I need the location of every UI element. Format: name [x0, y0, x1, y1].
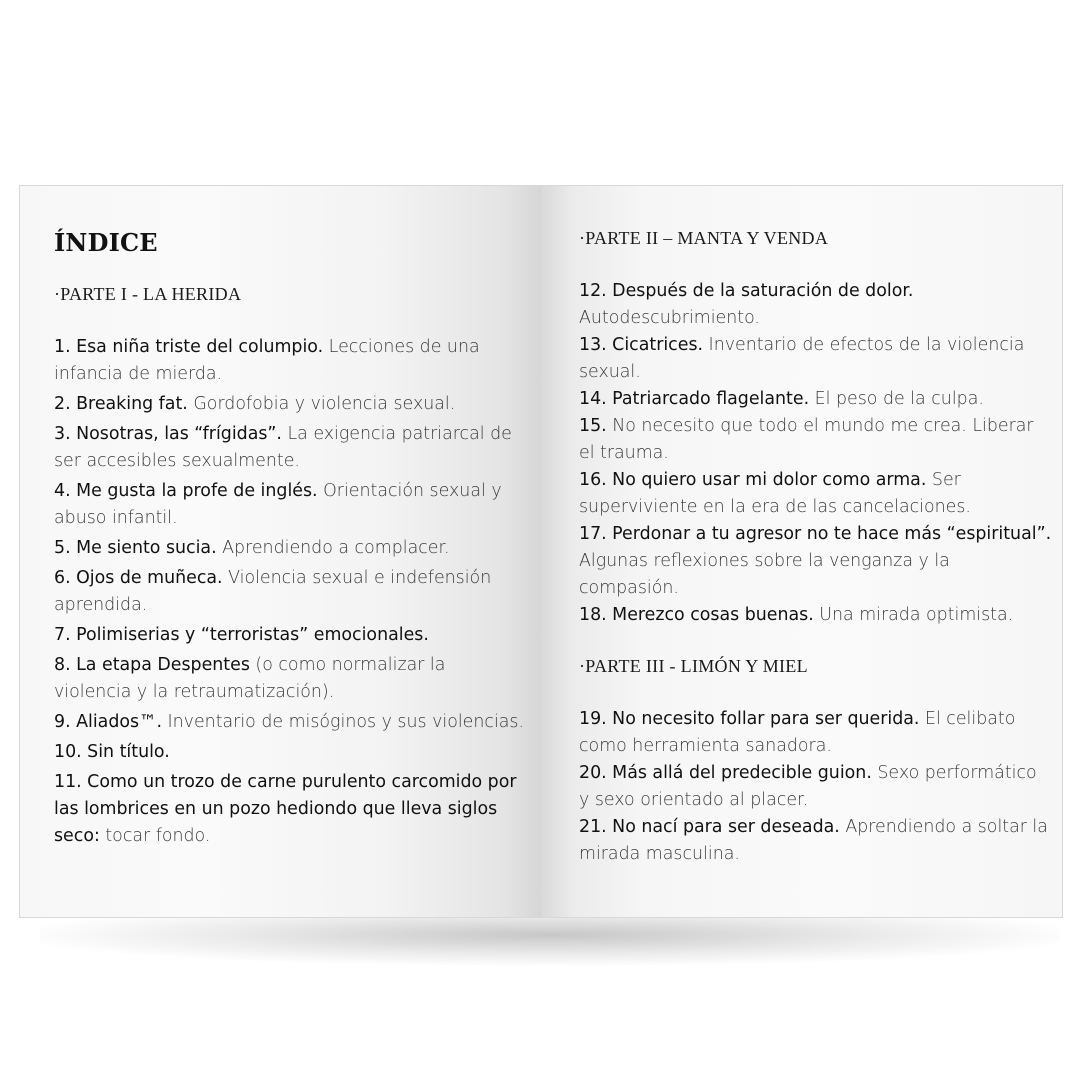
toc-entry: [579, 706, 1052, 760]
toc-entry-subtitle: tocar fondo.: [99, 826, 211, 846]
toc-entry-title: 11. Como un trozo de carne purulento carcomido por las lombrices en un pozo hediondo que lleva siglos seco:: [54, 772, 517, 846]
page-title: ÍNDICE: [54, 228, 158, 257]
toc-entry: [579, 413, 1052, 467]
toc-entry-subtitle: Gordofobia y violencia sexual.: [187, 394, 456, 414]
toc-entry-title: 14. Patriarcado flagelante.: [579, 389, 810, 409]
toc-entry-subtitle: Sexo performático y sexo orientado al placer.: [579, 763, 1037, 810]
toc-entry-subtitle: Ser superviviente en la era de las cancelaciones.: [579, 470, 971, 517]
toc-entry-title: 16. No quiero usar mi dolor como arma.: [579, 470, 927, 490]
toc-entry-subtitle: El peso de la culpa.: [809, 389, 984, 409]
toc-entry-subtitle: La exigencia patriarcal de ser accesibles sexualmente.: [54, 424, 512, 471]
toc-entry: [54, 769, 527, 850]
toc-entry: [579, 760, 1052, 814]
toc-entry-title: 15.: [579, 416, 607, 436]
toc-entry: [54, 652, 527, 706]
toc-entry-subtitle: Algunas reflexiones sobre la venganza y la compasión.: [579, 551, 950, 598]
toc-entry-title: 17. Perdonar a tu agresor no te hace más “espiritual”.: [579, 524, 1052, 544]
toc-entry: [54, 535, 527, 562]
toc-entry-title: 6. Ojos de muñeca.: [54, 568, 223, 588]
toc-entry-title: 4. Me gusta la profe de inglés.: [54, 481, 318, 501]
left-page: [20, 186, 541, 917]
toc-entry-title: 13. Cicatrices.: [579, 335, 704, 355]
toc-entry-title: 2. Breaking fat.: [54, 394, 188, 414]
toc-entry-title: 8. La etapa Despentes: [54, 655, 250, 675]
toc-entry-title: 18. Merezco cosas buenas.: [579, 605, 814, 625]
toc-entry-subtitle: Autodescubrimiento.: [579, 308, 760, 328]
toc-entry: [579, 521, 1052, 602]
toc-entry: [54, 739, 527, 766]
toc-entry-subtitle: (o como normalizar la violencia y la retraumatización).: [54, 655, 446, 702]
toc-entry-title: 3. Nosotras, las “frígidas”.: [54, 424, 282, 444]
toc-entry: [579, 467, 1052, 521]
part-3-entries: [579, 706, 1052, 868]
toc-entry: [579, 332, 1052, 386]
part-1-entries: [54, 334, 527, 850]
toc-entry: [54, 334, 527, 388]
toc-entry-subtitle: No necesito que todo el mundo me crea. Liberar el trauma.: [579, 416, 1034, 463]
toc-entry-subtitle: Lecciones de una infancia de mierda.: [54, 337, 480, 384]
toc-entry-title: 5. Me siento sucia.: [54, 538, 217, 558]
toc-entry-title: 19. No necesito follar para ser querida.: [579, 709, 920, 729]
toc-entry: [579, 602, 1052, 629]
toc-entry-subtitle: El celibato como herramienta sanadora.: [579, 709, 1016, 756]
toc-entry: [54, 565, 527, 619]
toc-entry: [54, 391, 527, 418]
toc-entry: [54, 622, 527, 649]
toc-entry-subtitle: Inventario de misóginos y sus violencias.: [162, 712, 525, 732]
toc-entry: [54, 478, 527, 532]
toc-entry-subtitle: Violencia sexual e indefensión aprendida.: [54, 568, 492, 615]
toc-entry-subtitle: Aprendiendo a soltar la mirada masculina.: [579, 817, 1048, 864]
toc-entry-title: 20. Más allá del predecible guion.: [579, 763, 872, 783]
toc-entry-title: 1. Esa niña triste del columpio.: [54, 337, 324, 357]
toc-entry-title: 10. Sin título.: [54, 742, 170, 762]
toc-entry-title: 12. Después de la saturación de dolor.: [579, 281, 914, 301]
right-page: [541, 186, 1062, 917]
open-book: [19, 185, 1063, 918]
toc-entry-subtitle: Una mirada optimista.: [813, 605, 1014, 625]
part-2-title: ·PARTE II – MANTA Y VENDA: [579, 228, 829, 248]
toc-entry-subtitle: Aprendiendo a complacer.: [216, 538, 450, 558]
toc-entry-title: 7. Polimiserias y “terroristas” emocionales.: [54, 625, 429, 645]
toc-entry: [579, 386, 1052, 413]
toc-entry-subtitle: Inventario de efectos de la violencia sexual.: [579, 335, 1025, 382]
toc-entry: [579, 278, 1052, 332]
part-2-entries: [579, 278, 1052, 629]
toc-entry-title: 9. Aliados™.: [54, 712, 162, 732]
toc-entry: [54, 421, 527, 475]
part-3-title: ·PARTE III - LIMÓN Y MIEL: [579, 656, 808, 676]
part-1-title: ·PARTE I - LA HERIDA: [54, 284, 242, 304]
toc-entry-subtitle: Orientación sexual y abuso infantil.: [54, 481, 502, 528]
toc-entry-title: 21. No nací para ser deseada.: [579, 817, 840, 837]
toc-entry: [579, 814, 1052, 868]
toc-entry: [54, 709, 527, 736]
